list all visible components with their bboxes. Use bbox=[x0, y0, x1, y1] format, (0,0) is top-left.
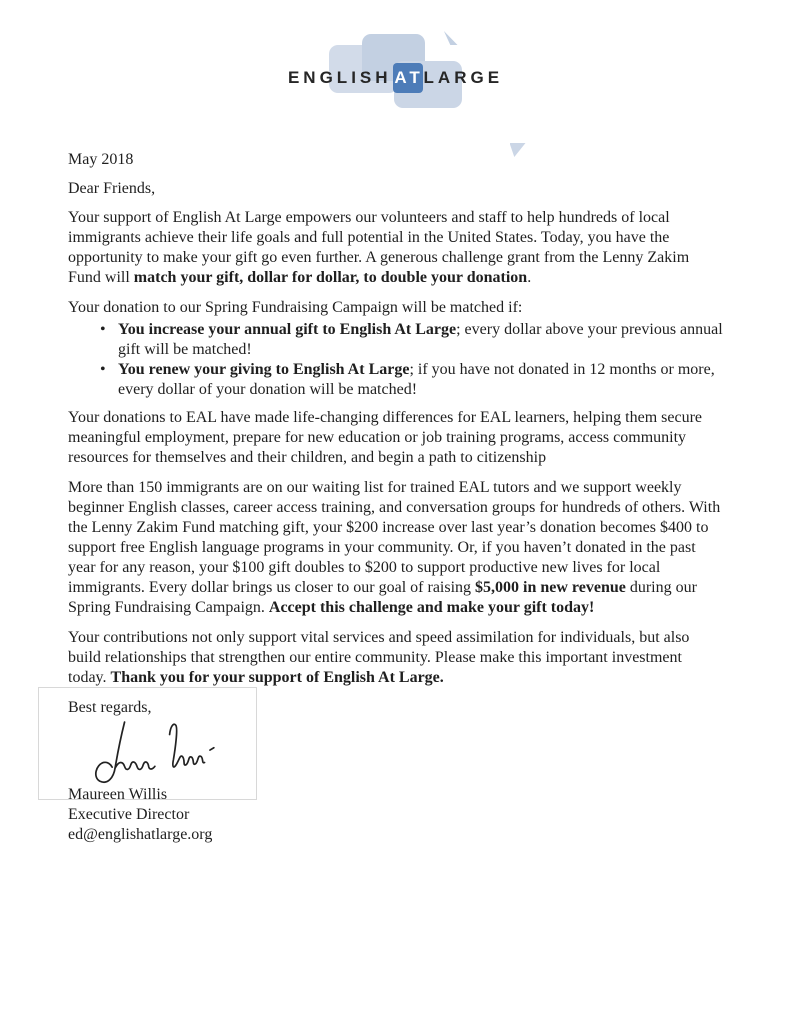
signer-email: ed@englishatlarge.org bbox=[68, 826, 213, 843]
logo-wordmark bbox=[287, 63, 504, 93]
signature-image bbox=[72, 719, 247, 785]
list-item bbox=[68, 320, 724, 360]
bullet-text: You increase your annual gift to English At Large; every dollar above your previous annual gift will be matched! bbox=[118, 321, 723, 358]
speech-bubble-tail-icon bbox=[442, 31, 458, 45]
bullet-list bbox=[68, 320, 724, 400]
paragraph-contributions: Your contributions not only support vital services and speed assimilation for individuals, but also build relationships that strengthen our entire community. Please make this important investment today. Thank you for your support of English At Large. bbox=[68, 629, 690, 686]
bullet-marker-icon: • bbox=[100, 321, 106, 338]
letter-body bbox=[68, 150, 724, 845]
signer-name: Maureen Willis bbox=[68, 786, 168, 803]
signer-title: Executive Director bbox=[68, 806, 190, 823]
paragraph-match-intro: Your donation to our Spring Fundraising Campaign will be matched if: bbox=[68, 299, 523, 316]
paragraph-donations-impact: Your donations to EAL have made life-changing differences for EAL learners, helping them secure meaningful employment, prepare for new education or job training programs, access community resources for themselves and their children, and begin a path to citizenship bbox=[68, 409, 703, 466]
salutation: Dear Friends, bbox=[68, 180, 156, 197]
list-item bbox=[68, 360, 724, 400]
bullet-text: You renew your giving to English At Large; if you have not donated in 12 months or more, every dollar of your donation will be matched! bbox=[118, 361, 715, 398]
bullet-marker-icon: • bbox=[100, 361, 106, 378]
letter-date: May 2018 bbox=[68, 151, 134, 168]
closing: Best regards, bbox=[68, 699, 152, 716]
logo-word-english: ENGLISH bbox=[287, 68, 392, 87]
letterhead-logo bbox=[287, 25, 504, 119]
logo-word-large: LARGE bbox=[423, 68, 504, 87]
logo-at-badge: AT bbox=[393, 63, 423, 93]
paragraph-waiting-list: More than 150 immigrants are on our waiting list for trained EAL tutors and we support weekly beginner English classes, career access training, and conversation groups for hundreds of others. With the Lenny Zakim Fund matching gift, your $200 increase over last year’s donation becomes $400 to support free English language programs in your community. Or, if you haven’t donated in the past year for any reason, your $100 gift doubles to $200 to support productive new lives for local immigrants. Every dollar brings us closer to our goal of raising $5,000 in new revenue during our Spring Fundraising Campaign. Accept this challenge and make your gift today! bbox=[68, 479, 721, 616]
paragraph-support: Your support of English At Large empowers our volunteers and staff to help hundreds of local immigrants achieve their life goals and full potential in the United States. Today, you have the opportunity to make your gift go even further. A generous challenge grant from the Lenny Zakim Fund will match your gift, dollar for dollar, to double your donation. bbox=[68, 209, 690, 286]
